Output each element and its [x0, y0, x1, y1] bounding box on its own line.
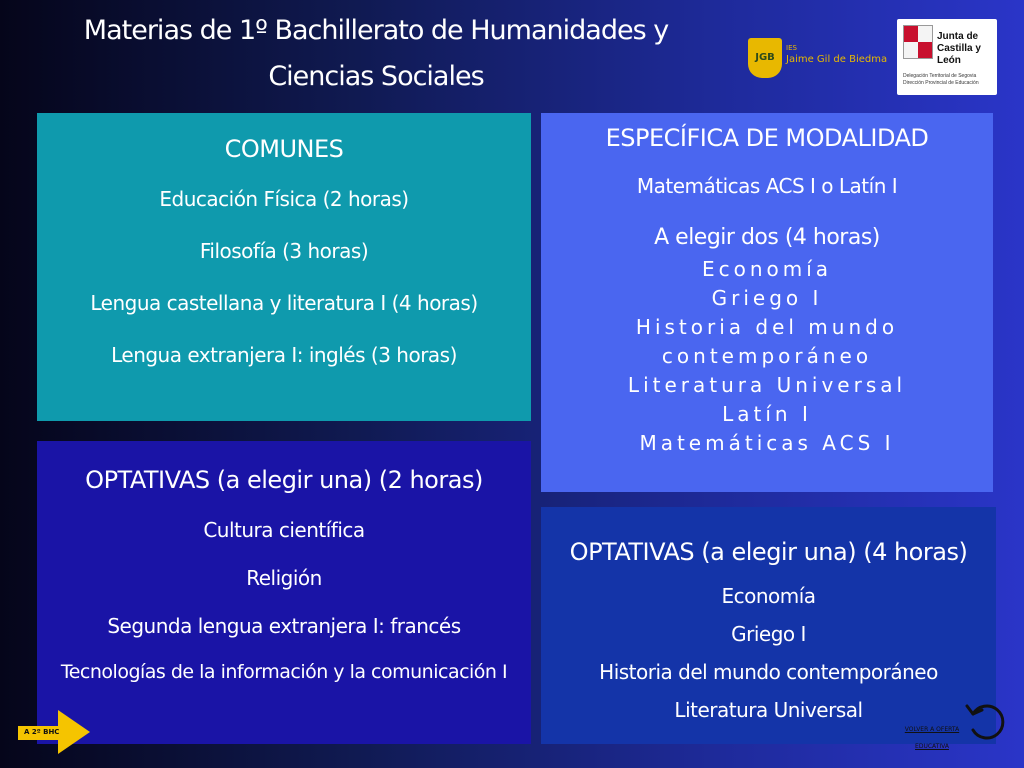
especifica-option: Historia del mundo: [635, 315, 899, 339]
school-shield-icon: JGB: [748, 38, 782, 78]
school-logo: [748, 36, 888, 82]
back-arrow-icon[interactable]: [963, 696, 1007, 744]
school-name: Jaime Gil de Biedma: [786, 54, 888, 65]
especifica-subject: Matemáticas ACS I o Latín I: [636, 174, 898, 198]
comunes-item: Educación Física (2 horas): [159, 187, 409, 211]
especifica-option: contemporáneo: [661, 344, 873, 368]
comunes-item: Lengua extranjera I: inglés (3 horas): [111, 343, 457, 367]
region-logo: [897, 19, 997, 95]
optativas-2h-item: Tecnologías de la información y la comunicación I: [60, 661, 508, 683]
especifica-option: Latín I: [722, 402, 812, 426]
especifica-panel: [541, 113, 993, 492]
comunes-item: Filosofía (3 horas): [199, 239, 369, 263]
especifica-option: Griego I: [711, 286, 823, 310]
optativas-4h-heading: OPTATIVAS (a elegir una) (4 horas): [569, 538, 968, 566]
optativas-2h-item: Segunda lengua extranjera I: francés: [107, 614, 461, 638]
comunes-heading: COMUNES: [224, 135, 344, 163]
optativas-4h-panel: [541, 507, 996, 744]
next-arrow-label: A 2º BHC: [24, 728, 60, 736]
especifica-option: Economía: [701, 257, 833, 281]
especifica-choose: A elegir dos (4 horas): [654, 225, 880, 250]
region-name: Junta de Castilla y León: [937, 31, 981, 66]
comunes-item: Lengua castellana y literatura I (4 horas): [90, 291, 478, 315]
optativas-2h-item: Cultura científica: [203, 518, 365, 542]
comunes-panel: [37, 113, 531, 421]
region-crest-icon: [903, 25, 933, 59]
especifica-option: Literatura Universal: [627, 373, 907, 397]
page-title-line1: Materias de 1º Bachillerato de Humanidades y: [83, 15, 669, 46]
school-prefix: IES: [786, 44, 797, 52]
next-arrow-button[interactable]: [18, 710, 90, 754]
page-title: [60, 8, 692, 100]
especifica-heading: ESPECÍFICA DE MODALIDAD: [605, 124, 929, 152]
page-title-line2: Ciencias Sociales: [268, 61, 484, 92]
region-subtitle: Delegación Territorial de Segovia Dirección Provincial de Educación: [903, 73, 979, 86]
optativas-4h-item: Historia del mundo contemporáneo: [599, 660, 938, 684]
optativas-2h-item: Religión: [246, 566, 322, 590]
back-to-offer-link[interactable]: VOLVER A OFERTA EDUCATIVA: [904, 726, 960, 750]
optativas-2h-heading: OPTATIVAS (a elegir una) (2 horas): [85, 466, 483, 494]
optativas-4h-item: Griego I: [731, 622, 806, 646]
optativas-4h-item: Economía: [721, 584, 816, 608]
especifica-option: Matemáticas ACS I: [639, 431, 895, 455]
optativas-4h-item: Literatura Universal: [674, 698, 863, 722]
optativas-2h-panel: [37, 441, 531, 744]
